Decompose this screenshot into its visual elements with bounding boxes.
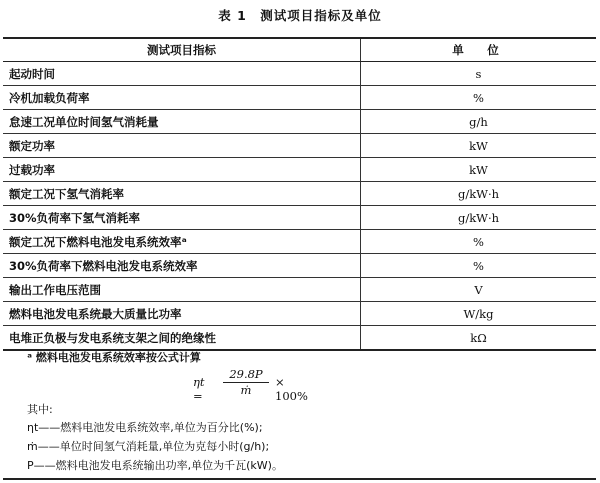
row-unit: kW [361, 134, 597, 158]
table-footnote [3, 343, 596, 480]
table-row [3, 302, 596, 326]
formula-fraction [223, 367, 269, 397]
footnote-def-power: P——燃料电池发电系统输出功率,单位为千瓦(kW)。 [27, 459, 283, 472]
metrics-table [3, 37, 596, 351]
table-caption: 表 1 测试项目指标及单位 [218, 8, 382, 23]
footnote-where: 其中: [27, 403, 53, 416]
formula-denominator: ṁ [240, 383, 252, 397]
formula-numerator: 29.8P [223, 367, 269, 383]
table-row [3, 158, 596, 182]
table-row [3, 206, 596, 230]
row-unit: % [361, 254, 597, 278]
formula-lhs: ηt = [193, 375, 205, 403]
row-unit: W/kg [361, 302, 597, 326]
row-item: 输出工作电压范围 [3, 278, 361, 302]
row-unit: s [361, 62, 597, 86]
row-unit: g/kW·h [361, 206, 597, 230]
row-item: 30%负荷率下氢气消耗率 [3, 206, 361, 230]
footnote-def-efficiency: ηt——燃料电池发电系统效率,单位为百分比(%); [27, 421, 263, 434]
row-item: 冷机加载负荷率 [3, 86, 361, 110]
header-unit: 单 位 [361, 38, 597, 62]
row-item: 30%负荷率下燃料电池发电系统效率 [3, 254, 361, 278]
row-unit: kΩ [361, 326, 597, 351]
row-unit: % [361, 86, 597, 110]
footnote-intro: ᵃ 燃料电池发电系统效率按公式计算 [27, 351, 201, 364]
row-unit: kW [361, 158, 597, 182]
row-item: 燃料电池发电系统最大质量比功率 [3, 302, 361, 326]
row-unit: g/kW·h [361, 182, 597, 206]
row-item: 过载功率 [3, 158, 361, 182]
row-unit: V [361, 278, 597, 302]
table-header-row [3, 38, 596, 62]
row-item: 额定工况下氢气消耗率 [3, 182, 361, 206]
row-item: 怠速工况单位时间氢气消耗量 [3, 110, 361, 134]
row-item: 额定工况下燃料电池发电系统效率ᵃ [3, 230, 361, 254]
row-item: 起动时间 [3, 62, 361, 86]
table-row [3, 86, 596, 110]
table-row [3, 62, 596, 86]
table-row [3, 134, 596, 158]
table-row [3, 182, 596, 206]
formula-multiplier: × 100% [275, 375, 308, 403]
header-item: 测试项目指标 [3, 38, 361, 62]
table-row [3, 230, 596, 254]
row-unit: % [361, 230, 597, 254]
footnote-def-consumption: ṁ——单位时间氢气消耗量,单位为克每小时(g/h); [27, 440, 270, 453]
table-row [3, 278, 596, 302]
row-unit: g/h [361, 110, 597, 134]
row-item: 电堆正负极与发电系统支架之间的绝缘性 [3, 326, 361, 351]
row-item: 额定功率 [3, 134, 361, 158]
table-row [3, 254, 596, 278]
table-row [3, 110, 596, 134]
